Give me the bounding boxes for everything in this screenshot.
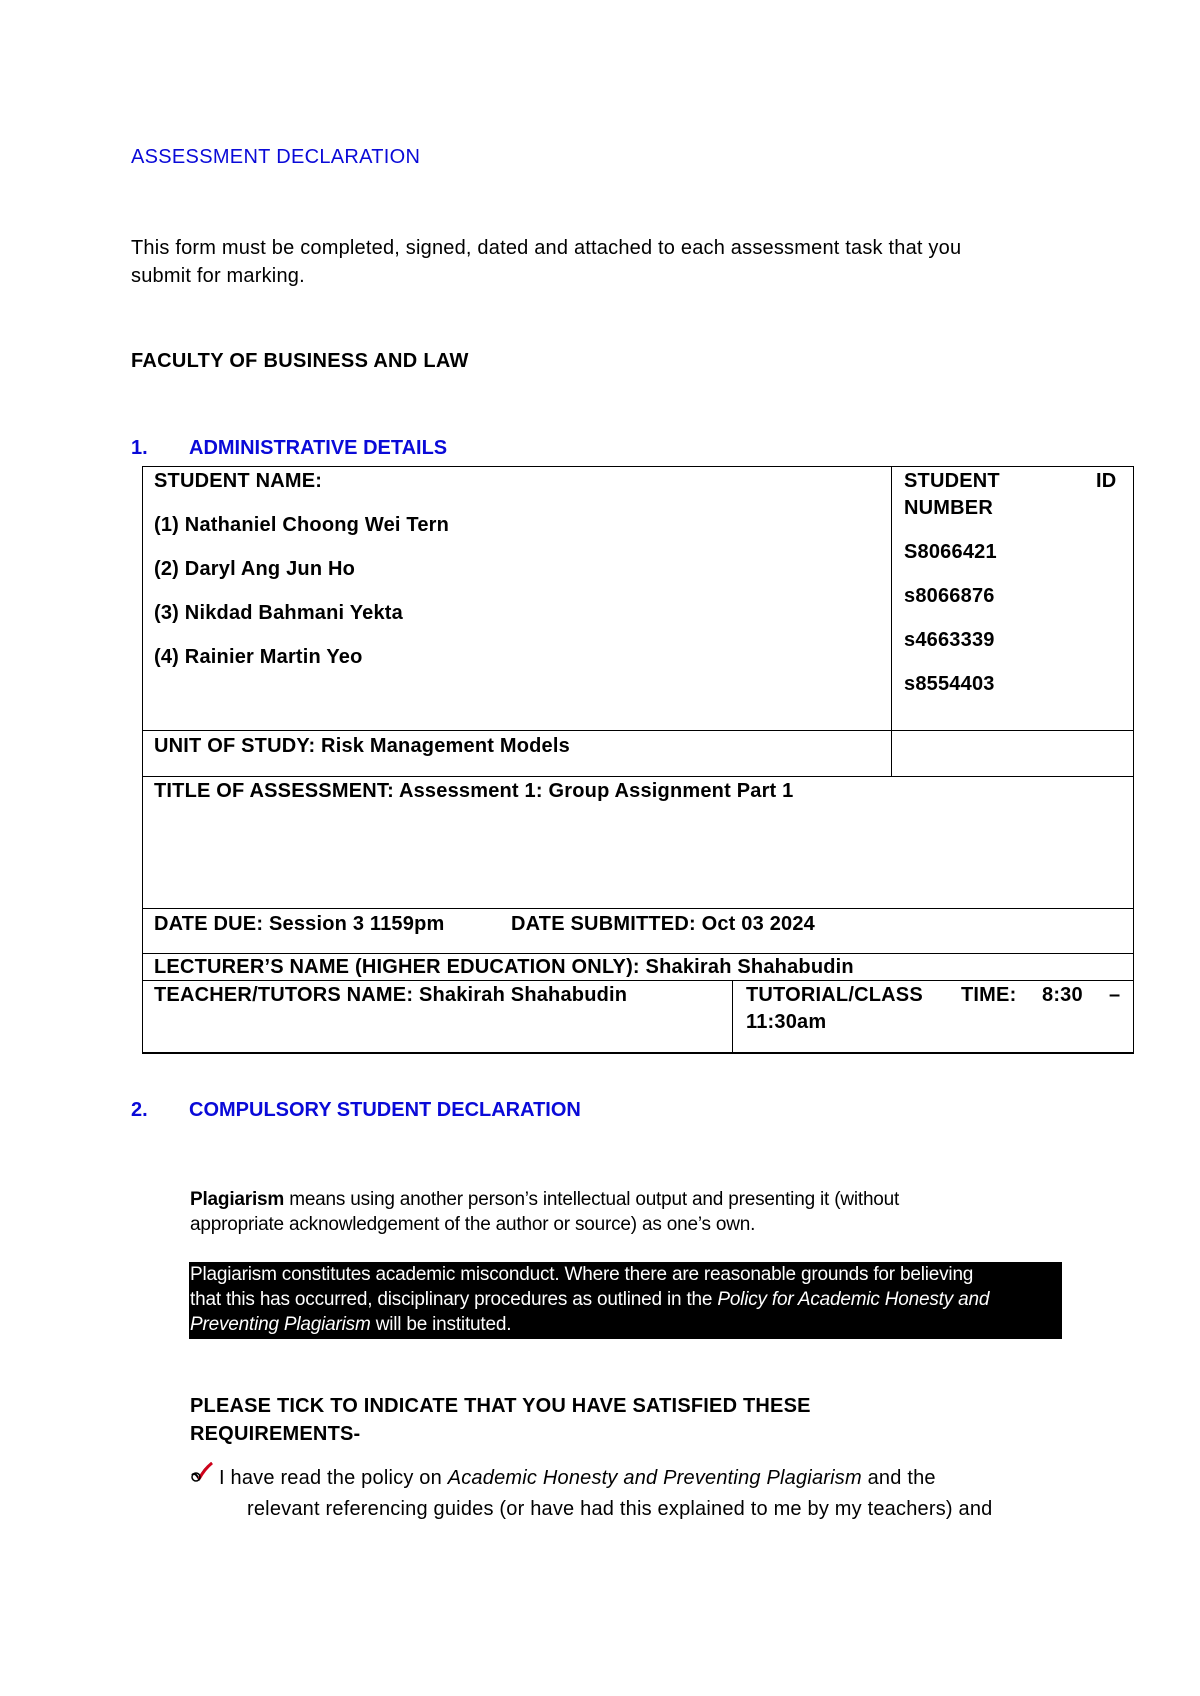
plagiarism-definition [190,1187,990,1237]
student-id-label-id: ID [1096,470,1117,492]
student-name-1: (1) Nathaniel Choong Wei Tern [154,514,450,536]
student-name-4: (4) Rainier Martin Yeo [154,646,363,668]
student-id-4: s8554403 [904,673,995,695]
date-submitted: DATE SUBMITTED: Oct 03 2024 [511,913,815,935]
section-2-heading: COMPULSORY STUDENT DECLARATION [189,1099,581,1121]
table-border-right [1133,466,1134,1054]
date-due: DATE DUE: Session 3 1159pm [154,913,445,935]
table-border-left [142,466,143,1054]
intro-line-1: This form must be completed, signed, dated and attached to each assessment task that you [131,237,962,259]
table-rule [142,908,1134,909]
plagiarism-definition-line-1: means using another person’s intellectual output and presenting it (without [284,1189,900,1210]
requirement-1-text-c: and the [861,1467,936,1489]
student-name-3: (3) Nikdad Bahmani Yekta [154,602,403,624]
lecturer-name: LECTURER’S NAME (HIGHER EDUCATION ONLY): Shakirah Shahabudin [154,956,854,978]
misconduct-line-1: Plagiarism constitutes academic misconduct. Where there are reasonable grounds for believing [190,1264,974,1285]
checkmark-icon[interactable] [190,1462,214,1486]
requirement-item-1 [219,1463,936,1494]
intro-line-2: submit for marking. [131,265,305,287]
tutorial-time-start: 8:30 [1042,984,1083,1006]
tutorial-time-end: 11:30am [746,1011,827,1033]
tutorial-time-label: TIME: [961,984,1017,1006]
page-title: ASSESSMENT DECLARATION [131,146,421,168]
tutorial-label: TUTORIAL/CLASS [746,984,923,1006]
student-id-2: s8066876 [904,585,995,607]
section-2-number: 2. [131,1099,148,1121]
policy-title-italic-cont: Preventing Plagiarism [190,1314,371,1335]
requirement-1-text-a: I have read the policy on [219,1467,448,1489]
administrative-details-table [142,466,1134,1053]
tutorial-time-dash: – [1109,984,1121,1006]
plagiarism-term: Plagiarism [190,1189,285,1210]
table-rule [891,466,892,777]
student-id-3: s4663339 [904,629,995,651]
section-1-number: 1. [131,437,148,459]
misconduct-line-2a: that this has occurred, disciplinary procedures as outlined in the [190,1289,718,1310]
table-rule [142,730,1134,731]
table-rule [142,776,1134,777]
student-id-label-number: NUMBER [904,497,993,519]
misconduct-line-3b: will be instituted. [370,1314,512,1335]
faculty-heading: FACULTY OF BUSINESS AND LAW [131,350,469,372]
tick-heading-line-1: PLEASE TICK TO INDICATE THAT YOU HAVE SATISFIED THESE [190,1395,811,1417]
section-1-heading: ADMINISTRATIVE DETAILS [189,437,448,459]
table-border-bottom [142,1052,1134,1054]
table-rule [142,980,1134,981]
student-id-1: S8066421 [904,541,997,563]
unit-of-study: UNIT OF STUDY: Risk Management Models [154,735,570,757]
table-border-top [142,466,1134,467]
tick-heading-line-2: REQUIREMENTS- [190,1423,361,1445]
requirement-item-1-line-2: relevant referencing guides (or have had this explained to me by my teachers) and [247,1498,993,1520]
title-of-assessment: TITLE OF ASSESSMENT: Assessment 1: Group Assignment Part 1 [154,780,794,802]
student-id-label: STUDENT [904,470,1000,492]
plagiarism-definition-line-2: appropriate acknowledgement of the author or source) as one’s own. [190,1214,756,1235]
teacher-name: TEACHER/TUTORS NAME: Shakirah Shahabudin [154,984,628,1006]
student-name-label: STUDENT NAME: [154,470,323,492]
table-rule [142,953,1134,954]
tick-requirements-heading [190,1392,811,1448]
intro-text [131,234,1071,290]
policy-title-italic: Policy for Academic Honesty and [717,1289,990,1310]
misconduct-notice-box [189,1262,1062,1339]
requirement-1-policy: Academic Honesty and Preventing Plagiarism [447,1467,862,1489]
student-name-2: (2) Daryl Ang Jun Ho [154,558,356,580]
table-rule [732,980,733,1053]
